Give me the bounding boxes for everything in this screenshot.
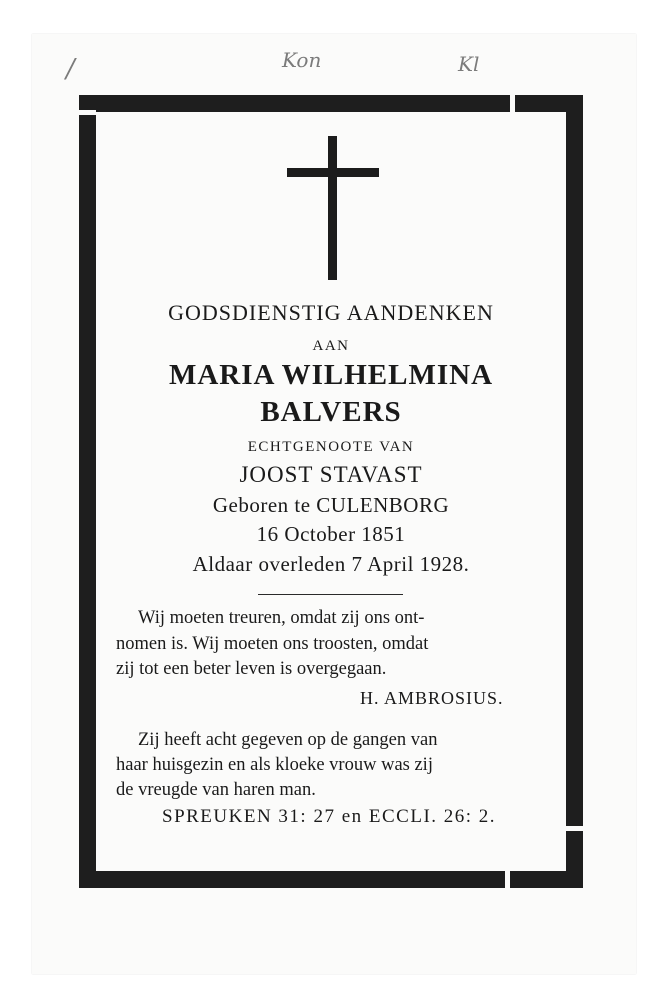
deceased-name-first: MARIA WILHELMINA <box>168 359 494 391</box>
cross-icon <box>328 136 337 280</box>
dedication-word: AAN <box>312 338 350 354</box>
divider <box>258 594 403 595</box>
quote1-line: zij tot een beter leven is overgegaan. <box>116 659 387 679</box>
pencil-mark-left: Kon <box>282 48 322 72</box>
quote2-line: de vreugde van haren man. <box>116 780 316 800</box>
border-gap <box>566 826 583 831</box>
quote1-source: H. AMBROSIUS. <box>360 688 504 708</box>
spouse-name: JOOST STAVAST <box>239 462 423 487</box>
birth-place: Geboren te CULENBORG <box>212 493 450 517</box>
spouse-intro: ECHTGENOOTE VAN <box>247 439 415 455</box>
pencil-mark-slash: / <box>66 54 75 84</box>
border-gap <box>505 871 510 888</box>
pencil-mark-right: Kl <box>458 52 480 76</box>
quote1-line: Wij moeten treuren, omdat zij ons ont- <box>138 608 425 628</box>
birth-date: 16 October 1851 <box>256 522 406 546</box>
card-title: GODSDIENSTIG AANDENKEN <box>168 300 494 325</box>
quote1-line: nomen is. Wij moeten ons troosten, omdat <box>116 634 429 654</box>
death-info: Aldaar overleden 7 April 1928. <box>192 552 470 576</box>
quote2-source: SPREUKEN 31: 27 en ECCLI. 26: 2. <box>162 806 497 827</box>
border-gap <box>79 110 96 115</box>
quote2-line: Zij heeft acht gegeven op de gangen van <box>138 730 438 750</box>
border-gap <box>510 95 515 112</box>
cross-icon-bar <box>287 168 379 177</box>
quote2-line: haar huisgezin en als kloeke vrouw was zij <box>116 755 433 775</box>
deceased-name-last: BALVERS <box>260 396 402 428</box>
